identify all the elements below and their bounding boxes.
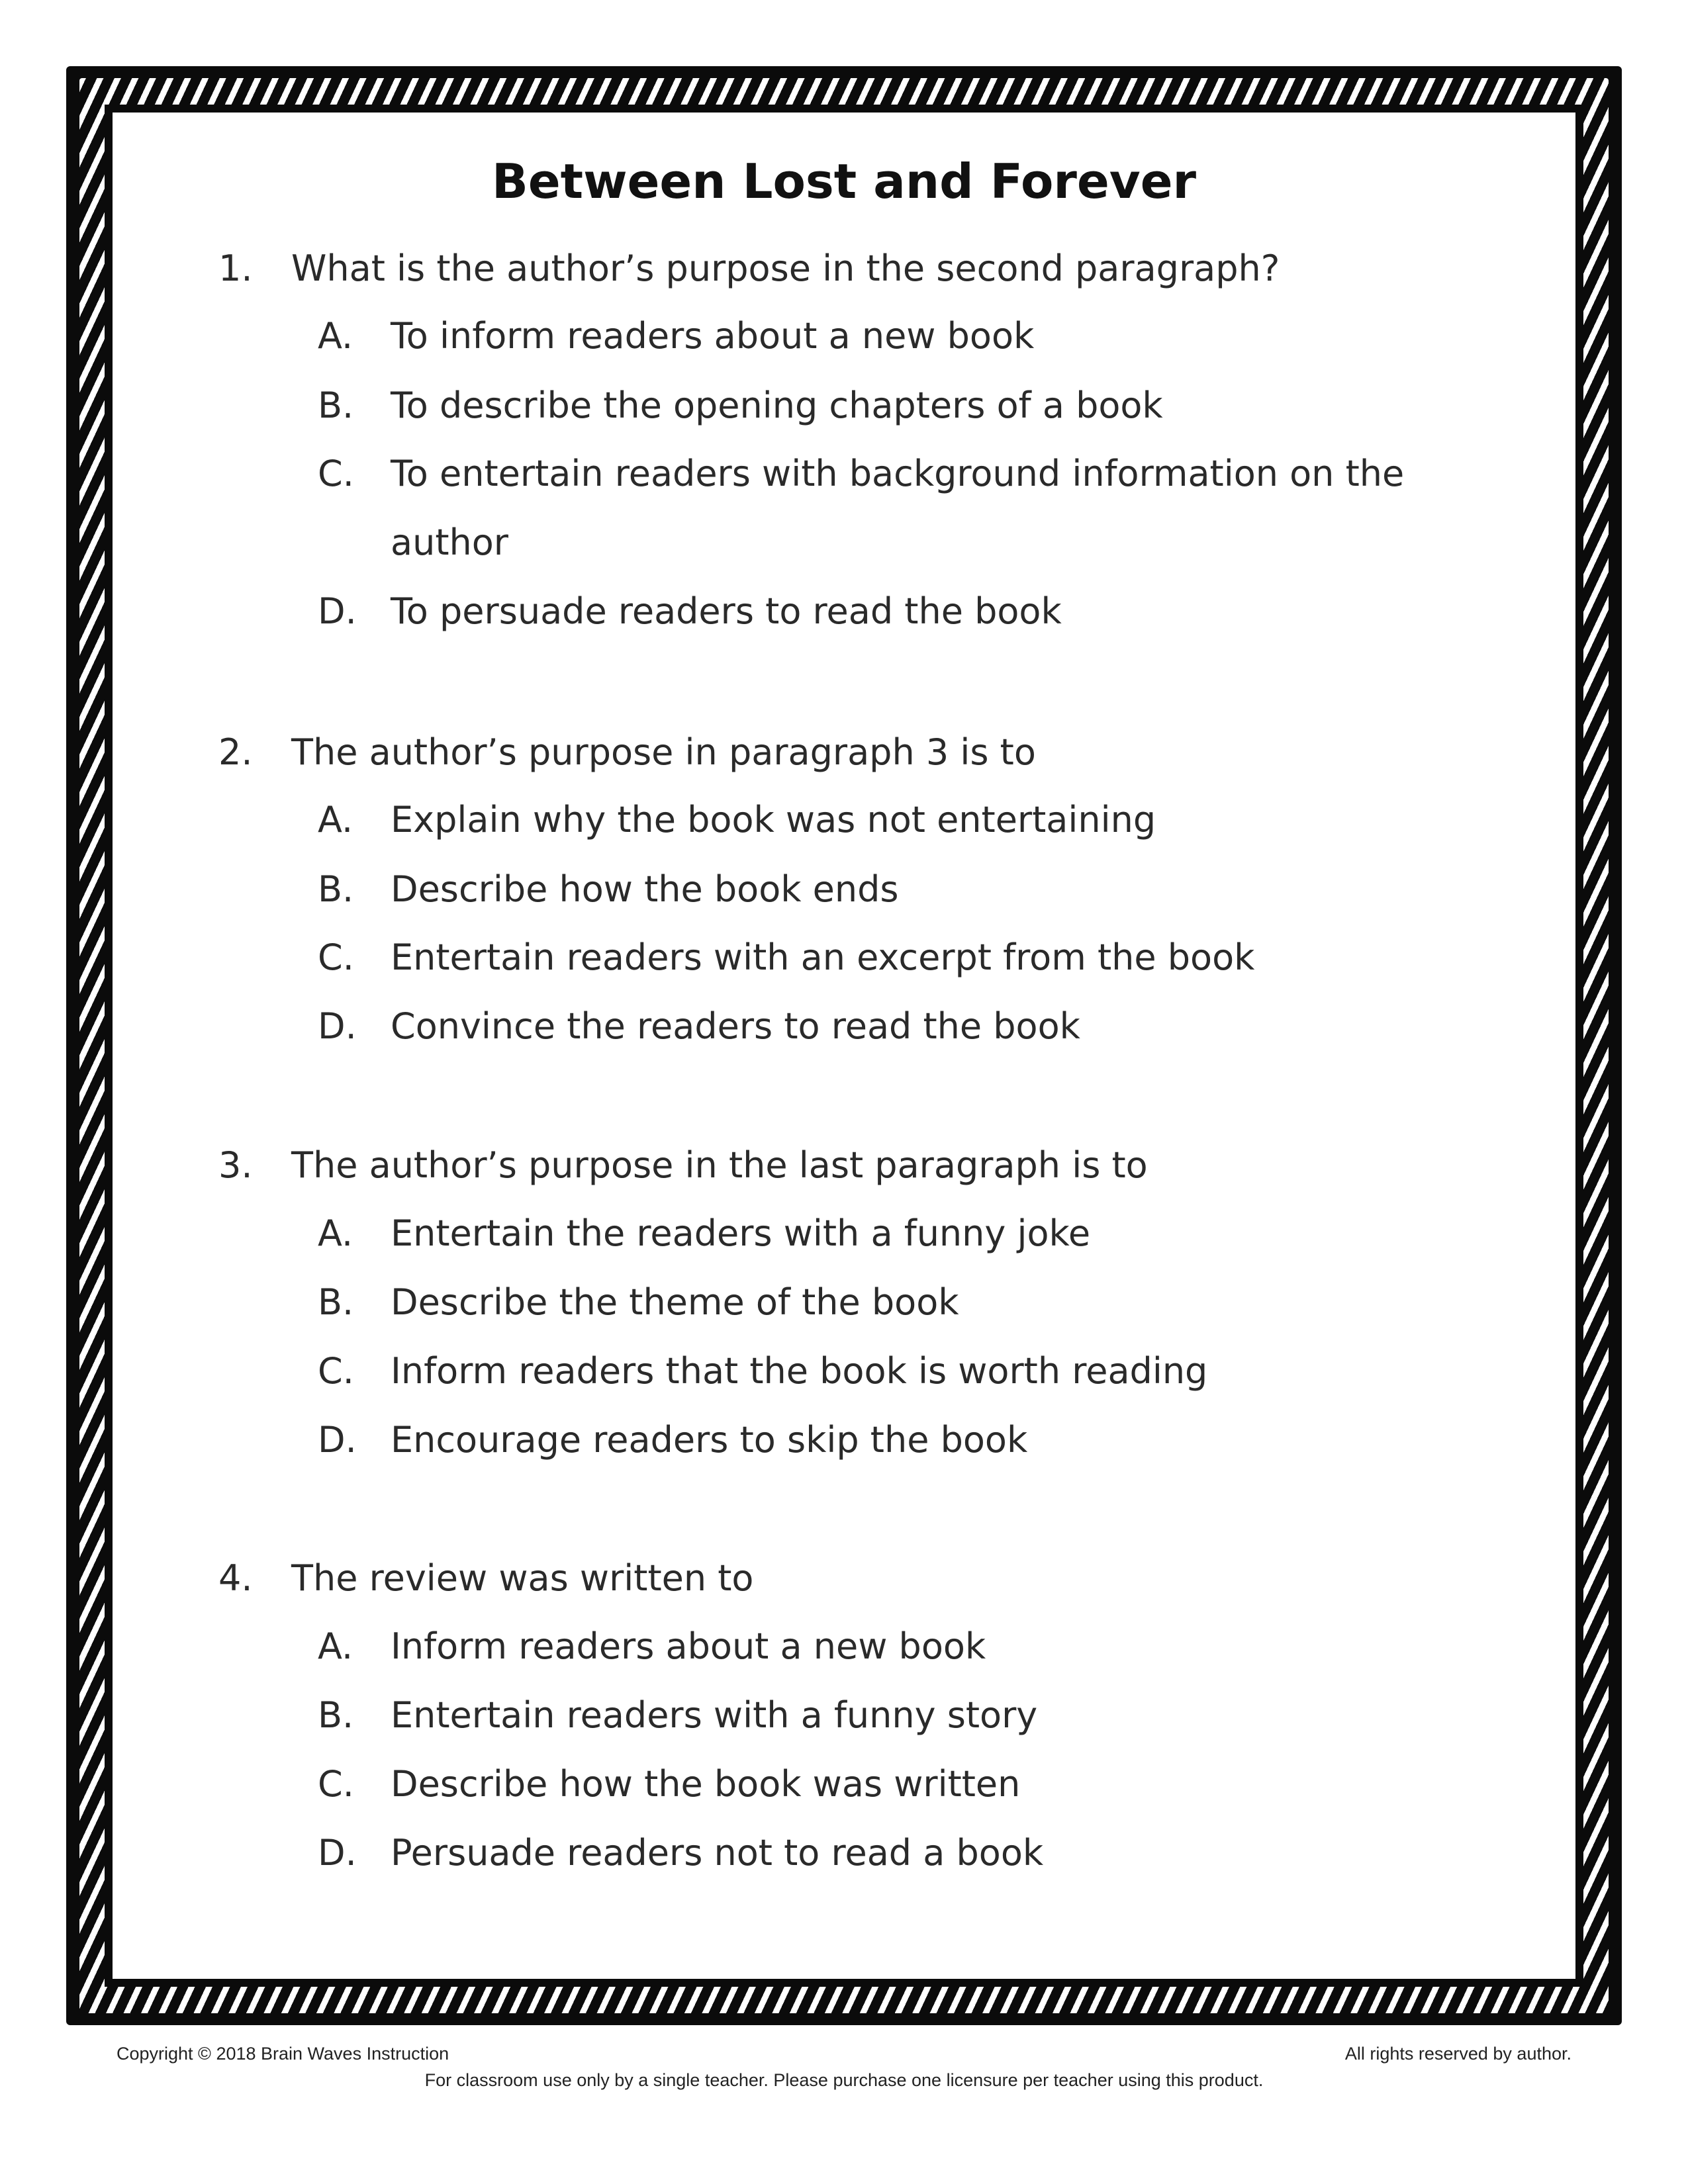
question-text: The review was written to bbox=[291, 1557, 754, 1599]
option-letter: D. bbox=[318, 1419, 357, 1461]
option-text: Inform readers that the book is worth reading bbox=[391, 1350, 1208, 1392]
footer-rights: All rights reserved by author. bbox=[1344, 2044, 1571, 2064]
option-text: Describe the theme of the book bbox=[391, 1281, 959, 1323]
option-letter: A. bbox=[318, 1212, 353, 1254]
option-letter: D. bbox=[318, 590, 357, 632]
question-number: 2. bbox=[218, 731, 253, 773]
option-letter: C. bbox=[318, 936, 354, 978]
option-letter: B. bbox=[318, 868, 354, 910]
question-text: The author’s purpose in paragraph 3 is to bbox=[291, 731, 1036, 773]
option-text: Describe how the book ends bbox=[391, 868, 899, 910]
option-text: Entertain readers with an excerpt from the book bbox=[391, 936, 1255, 978]
option-letter: B. bbox=[318, 385, 354, 426]
option-text: Encourage readers to skip the book bbox=[391, 1419, 1028, 1461]
option-letter: A. bbox=[318, 1625, 353, 1667]
option-text: Describe how the book was written bbox=[391, 1763, 1021, 1805]
option-text: To inform readers about a new book bbox=[391, 315, 1035, 357]
option-letter: D. bbox=[318, 1005, 357, 1047]
option-letter: C. bbox=[318, 1763, 354, 1805]
option-letter: B. bbox=[318, 1694, 354, 1736]
option-letter: D. bbox=[318, 1832, 357, 1874]
option-text: Entertain the readers with a funny joke bbox=[391, 1212, 1091, 1254]
option-text: Entertain readers with a funny story bbox=[391, 1694, 1038, 1736]
option-letter: A. bbox=[318, 799, 353, 841]
question-number: 3. bbox=[218, 1144, 253, 1186]
option-text: To persuade readers to read the book bbox=[391, 590, 1062, 632]
option-letter: C. bbox=[318, 453, 354, 494]
option-text: Inform readers about a new book bbox=[391, 1625, 986, 1667]
question-number: 4. bbox=[218, 1557, 253, 1599]
option-text: Explain why the book was not entertaining bbox=[391, 799, 1156, 841]
option-letter: A. bbox=[318, 315, 353, 357]
footer-copyright: Copyright © 2018 Brain Waves Instruction bbox=[117, 2044, 449, 2064]
question-text: What is the author’s purpose in the second paragraph? bbox=[291, 247, 1280, 289]
option-text: Convince the readers to read the book bbox=[391, 1005, 1080, 1047]
option-letter: B. bbox=[318, 1281, 354, 1323]
option-text: Persuade readers not to read a book bbox=[391, 1832, 1044, 1874]
question-number: 1. bbox=[218, 247, 253, 289]
option-text: To describe the opening chapters of a book bbox=[391, 385, 1163, 426]
option-text: To entertain readers with background information on the bbox=[391, 453, 1405, 494]
option-text-continuation: author bbox=[391, 522, 508, 563]
question-text: The author’s purpose in the last paragraph is to bbox=[291, 1144, 1148, 1186]
option-letter: C. bbox=[318, 1350, 354, 1392]
worksheet-title: Between Lost and Forever bbox=[491, 154, 1197, 209]
footer-license: For classroom use only by a single teacher. Please purchase one licensure per teacher using this product. bbox=[424, 2070, 1264, 2090]
worksheet-content bbox=[113, 113, 1575, 1979]
